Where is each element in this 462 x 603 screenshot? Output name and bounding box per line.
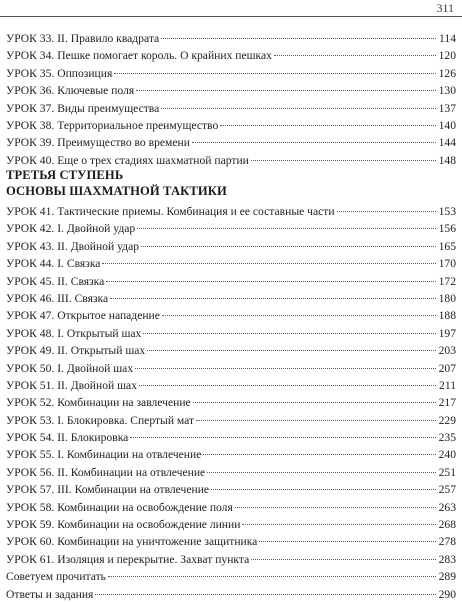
toc-entry-page: 217 (438, 396, 456, 410)
dot-leader (95, 594, 436, 595)
toc-entry-title: УРОК 49. II. Открытый шах (6, 344, 146, 358)
toc-entry[interactable] (6, 551, 456, 568)
toc-entry[interactable] (6, 394, 456, 411)
page-number: 311 (436, 1, 454, 15)
toc-entry-page: 268 (438, 518, 456, 532)
dot-leader (207, 472, 436, 473)
toc-entry[interactable] (6, 446, 456, 463)
toc-entry[interactable] (6, 516, 456, 533)
toc-entry-title: УРОК 37. Виды преимущества (6, 101, 160, 115)
toc-entry[interactable] (6, 499, 456, 516)
toc-entry[interactable] (6, 533, 456, 550)
toc-entry-page: 180 (438, 291, 456, 305)
toc-entry-title: УРОК 58. Комбинации на освобождение поля (6, 500, 233, 514)
toc-entry-page: 130 (438, 84, 456, 98)
dot-leader (251, 160, 436, 161)
toc-entry-title: УРОК 60. Комбинации на уничтожение защитника (6, 535, 258, 549)
toc-entry-title: УРОК 45. II. Связка (6, 274, 105, 288)
toc-entry-title: УРОК 57. III. Комбинации на отвлечение (6, 483, 210, 497)
toc-entry[interactable] (6, 65, 456, 82)
dot-leader (136, 90, 436, 91)
toc-entry-title: УРОК 33. II. Правило квадрата (6, 32, 160, 45)
toc-entry[interactable] (6, 220, 456, 237)
toc-entry-title: УРОК 51. II. Двойной шах (6, 378, 137, 392)
toc-entry-title: УРОК 42. I. Двойной удар (6, 222, 136, 236)
toc-entry-title: УРОК 34. Пешке помогает король. О крайних пешках (6, 49, 272, 63)
toc-entry-title: УРОК 56. II. Комбинации на отвлечение (6, 465, 206, 479)
toc-entry[interactable] (6, 30, 456, 47)
dot-leader (196, 420, 436, 421)
toc-entry-page: 240 (438, 448, 456, 462)
toc-entry-title: УРОК 53. I. Блокировка. Спертый мат (6, 413, 195, 427)
dot-leader (106, 281, 436, 282)
part-heading-line-2: ОСНОВЫ ШАХМАТНОЙ ТАКТИКИ (6, 184, 227, 198)
dot-leader (203, 454, 436, 455)
toc-entry-page: 283 (438, 552, 456, 566)
toc-entry-page: 211 (439, 378, 456, 392)
toc-list-part-two (6, 30, 456, 169)
toc-entry-page: 188 (438, 309, 456, 323)
toc-entry-title: УРОК 44. I. Связка (6, 257, 101, 271)
toc-entry-page: 229 (438, 413, 456, 427)
toc-entry-title: УРОК 38. Территориальное преимущество (6, 118, 219, 132)
toc-entry-page: 207 (438, 361, 456, 375)
dot-leader (161, 38, 436, 39)
toc-entry-page: 126 (438, 66, 456, 80)
dot-leader (114, 73, 436, 74)
dot-leader (274, 55, 436, 56)
toc-entry-title: Советуем прочитать (6, 570, 106, 584)
toc-entry[interactable] (6, 464, 456, 481)
toc-entry-page: 257 (438, 483, 456, 497)
toc-entry[interactable] (6, 325, 456, 342)
part-heading (6, 167, 456, 199)
toc-entry[interactable] (6, 429, 456, 446)
toc-entry-page: 120 (438, 49, 456, 63)
toc-entry-page: 137 (438, 101, 456, 115)
toc-entry[interactable] (6, 290, 456, 307)
toc-entry[interactable] (6, 586, 456, 603)
dot-leader (242, 524, 436, 525)
toc-entry[interactable] (6, 203, 456, 220)
dot-leader (141, 246, 436, 247)
dot-leader (147, 350, 436, 351)
toc-entry[interactable] (6, 307, 456, 324)
toc-entry[interactable] (6, 117, 456, 134)
toc-entry-title: УРОК 36. Ключевые поля (6, 84, 135, 98)
toc-entry-title: УРОК 47. Открытое нападение (6, 309, 160, 323)
toc-entry[interactable] (6, 255, 456, 272)
dot-leader (130, 437, 436, 438)
toc-entry-page: 140 (438, 118, 456, 132)
header-rule (0, 16, 462, 17)
toc-entry[interactable] (6, 377, 456, 394)
toc-entry-title: УРОК 43. II. Двойной удар (6, 239, 140, 253)
dot-leader (108, 576, 436, 577)
toc-entry-title: УРОК 59. Комбинации на освобождение линии (6, 518, 241, 532)
dot-leader (235, 507, 436, 508)
toc-entry-title: УРОК 61. Изоляция и перекрытие. Захват пункта (6, 552, 250, 566)
dot-leader (192, 142, 436, 143)
toc-entry-title: УРОК 39. Преимущество во времени (6, 136, 190, 150)
toc-entry[interactable] (6, 360, 456, 377)
dot-leader (135, 368, 436, 369)
toc-entry[interactable] (6, 47, 456, 64)
toc-entry-page: 263 (438, 500, 456, 514)
dot-leader (251, 559, 436, 560)
toc-entry[interactable] (6, 100, 456, 117)
toc-entry-page: 165 (438, 239, 456, 253)
toc-entry[interactable] (6, 238, 456, 255)
toc-entry-title: УРОК 40. Еще о трех стадиях шахматной партии (6, 153, 249, 167)
dot-leader (143, 333, 436, 334)
toc-entry-page: 235 (438, 431, 456, 445)
dot-leader (161, 108, 436, 109)
toc-entry-title: УРОК 50. I. Двойной шах (6, 361, 134, 375)
toc-entry-title: УРОК 35. Оппозиция (6, 66, 113, 80)
toc-entry-page: 156 (438, 222, 456, 236)
toc-list-part-three (6, 203, 456, 603)
toc-entry-page: 172 (438, 274, 456, 288)
toc-entry-title: УРОК 55. I. Комбинации на отвлечение (6, 448, 202, 462)
toc-entry-page: 251 (438, 465, 456, 479)
toc-entry-page: 153 (438, 205, 456, 218)
toc-entry-page: 203 (438, 344, 456, 358)
toc-entry-title: Ответы и задания (6, 587, 94, 601)
toc-entry-page: 144 (438, 136, 456, 150)
dot-leader (110, 298, 436, 299)
toc-entry[interactable] (6, 273, 456, 290)
toc-entry-title: УРОК 52. Комбинации на завлечение (6, 396, 191, 410)
dot-leader (211, 489, 436, 490)
dot-leader (193, 402, 436, 403)
toc-entry-page: 148 (438, 153, 456, 167)
toc-entry-page: 278 (438, 535, 456, 549)
dot-leader (337, 211, 436, 212)
toc-entry[interactable] (6, 568, 456, 585)
dot-leader (220, 125, 436, 126)
toc-entry[interactable] (6, 342, 456, 359)
dot-leader (259, 541, 436, 542)
part-heading-line-1: ТРЕТЬЯ СТУПЕНЬ (6, 168, 124, 182)
toc-entry-page: 197 (438, 326, 456, 340)
toc-entry[interactable] (6, 82, 456, 99)
dot-leader (137, 228, 436, 229)
toc-entry[interactable] (6, 481, 456, 498)
dot-leader (162, 315, 436, 316)
toc-entry-page: 290 (438, 587, 456, 601)
toc-entry-page: 170 (438, 257, 456, 271)
toc-entry-title: УРОК 48. I. Открытый шах (6, 326, 142, 340)
toc-entry-title: УРОК 46. III. Связка (6, 291, 109, 305)
dot-leader (102, 263, 436, 264)
toc-entry-page: 114 (439, 32, 456, 45)
dot-leader (139, 385, 436, 386)
toc-entry-page: 289 (438, 570, 456, 584)
toc-entry-title: УРОК 54. II. Блокировка (6, 431, 129, 445)
toc-entry[interactable] (6, 134, 456, 151)
toc-entry-title: УРОК 41. Тактические приемы. Комбинация и ее составные части (6, 205, 335, 218)
toc-entry[interactable] (6, 412, 456, 429)
